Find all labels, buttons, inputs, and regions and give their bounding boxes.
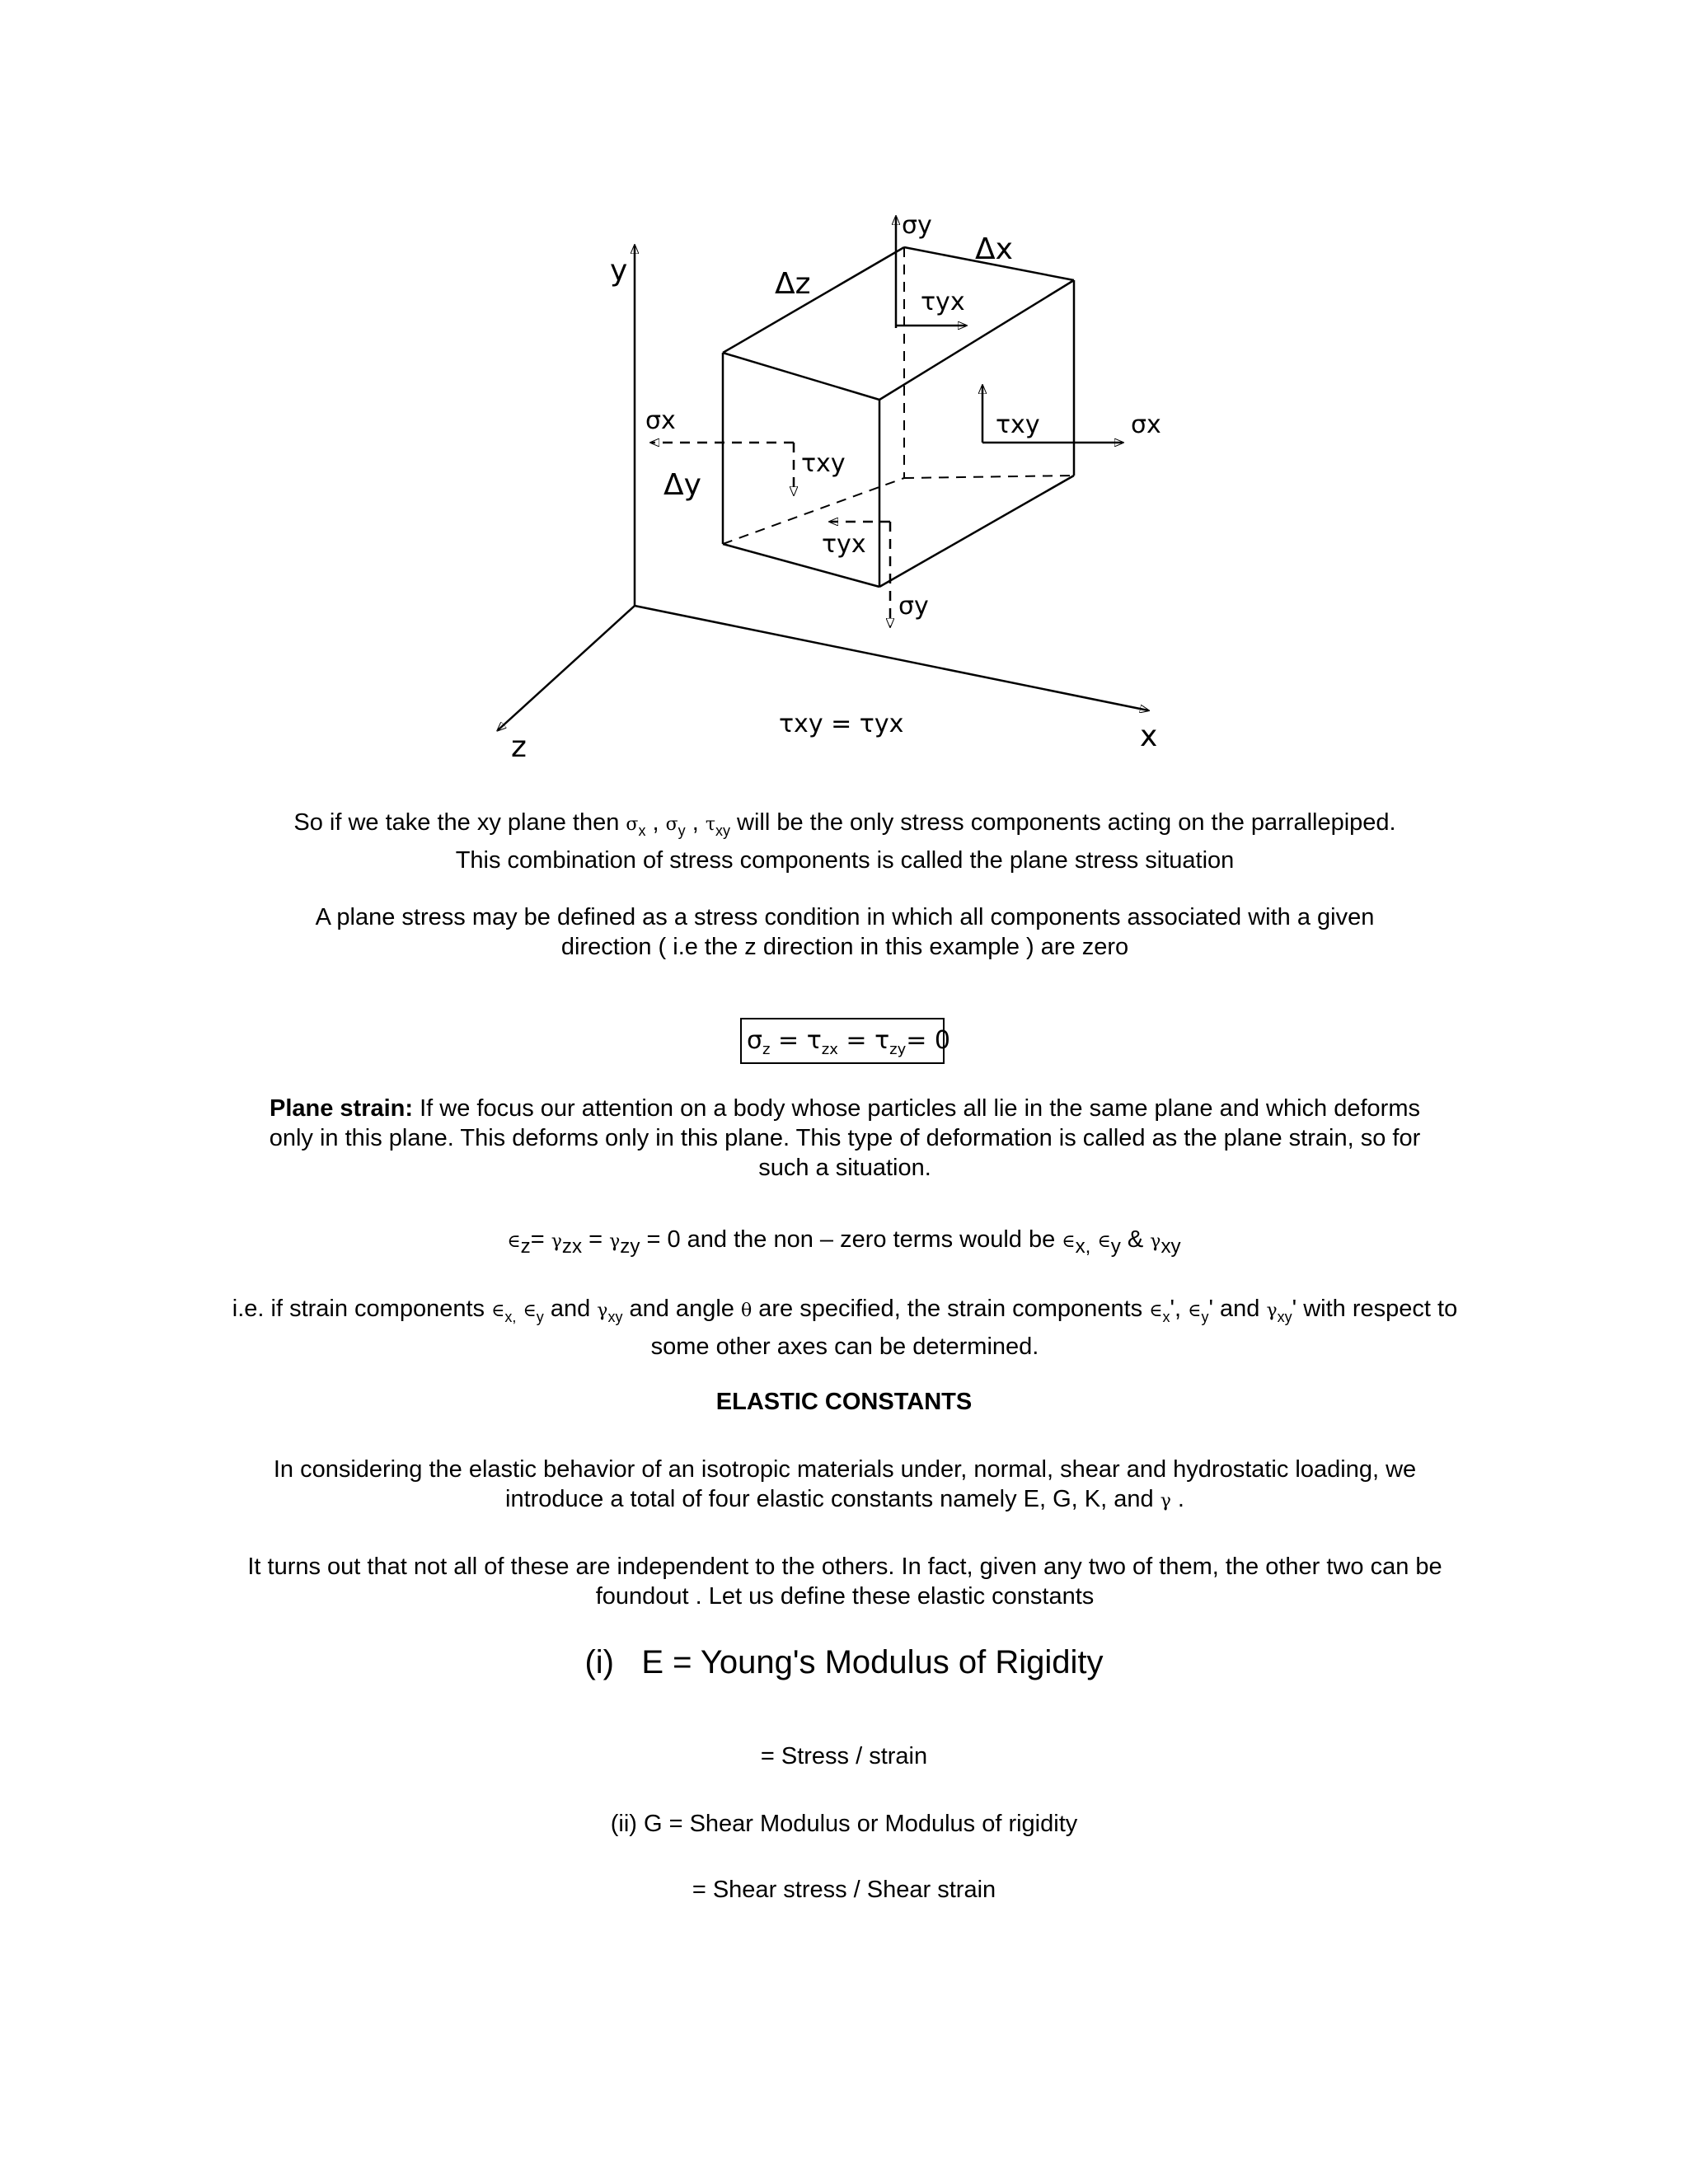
- sigma-x-left-label: σx: [645, 406, 676, 435]
- tau-yx-top-label: τyx: [921, 288, 965, 316]
- strain-transformation-paragraph: i.e. if strain components $\in_{x,}$ $\in_y$ and $\gamma_{xy}$ and angle θ are specified, the strain components $\in_x'$, $\in_y'$ and $\gamma_{xy}'$ with respect to some other axes can be determined.: [232, 1296, 1458, 1360]
- x-axis-label: x: [1140, 719, 1158, 753]
- sigma-x-right-label: σx: [1131, 410, 1161, 439]
- stress-element-figure: [0, 0, 1688, 791]
- tau-xy-right-label: τxy: [996, 410, 1040, 439]
- x-axis-line: [635, 606, 1148, 710]
- plane-stress-intro: So if we take the xy plane then $\sigma_x$ , $\sigma_y$ , $\tau_{xy}$ will be the only stress components acting on the parrallepiped. This combination of stress components is called the plane stress situation: [293, 809, 1396, 874]
- plane-strain-equation: $\in_z= \gamma_{zx} = \gamma_{zy} = 0$ and the non – zero terms would be $\in_{x,}$ $\in_y$ & $\gamma_{xy}$: [507, 1226, 1181, 1258]
- plane-strain-label: Plane strain:: [270, 1095, 414, 1122]
- shear-modulus-definition: = Shear stress / Shear strain: [692, 1877, 996, 1903]
- elastic-constants-intro: In considering the elastic behavior of an isotropic materials under, normal, shear and hydrostatic loading, we introduce a total of four elastic constants namely E, G, K, and γ .: [273, 1456, 1417, 1512]
- tau-yx-bottom-label: τyx: [822, 530, 866, 559]
- shear-equality-label: τxy = τyx: [779, 710, 904, 738]
- plane-stress-definition: A plane stress may be defined as a stress condition in which all components associated with a given direction ( i.e the z direction in this example ) are zero: [315, 904, 1375, 960]
- z-axis-label: z: [511, 730, 527, 764]
- y-axis-label: y: [610, 254, 628, 288]
- shear-modulus-item: (ii) G = Shear Modulus or Modulus of rigidity: [610, 1811, 1078, 1837]
- plane-strain-paragraph: Plane strain: If we focus our attention on a body whose particles all lie in the same plane and which deforms only in this plane. This deforms only in this plane. This type of deformation is called as the plane strain, so for such a situation.: [269, 1095, 1421, 1181]
- plane-stress-equation-box: $\sigma_z = \tau_{zx} = \tau_{zy}= 0$: [740, 1018, 945, 1064]
- tau-xy-left-label: τxy: [801, 449, 846, 478]
- dim-z-label: Δz: [775, 267, 811, 301]
- dim-x-label: Δx: [975, 232, 1013, 266]
- z-axis-line: [498, 606, 635, 730]
- dim-y-label: Δy: [663, 468, 701, 502]
- sigma-y-bottom-label: σy: [898, 592, 929, 621]
- section-heading-elastic-constants: ELASTIC CONSTANTS: [715, 1389, 973, 1415]
- sigma-y-top-label: σy: [902, 211, 932, 240]
- youngs-modulus-item: (i) E = Young's Modulus of Rigidity: [584, 1644, 1104, 1680]
- youngs-modulus-definition: = Stress / strain: [760, 1743, 928, 1769]
- elastic-constants-independence: It turns out that not all of these are independent to the others. In fact, given any two of them, the other two can be foundout . Let us define these elastic constants: [247, 1554, 1442, 1610]
